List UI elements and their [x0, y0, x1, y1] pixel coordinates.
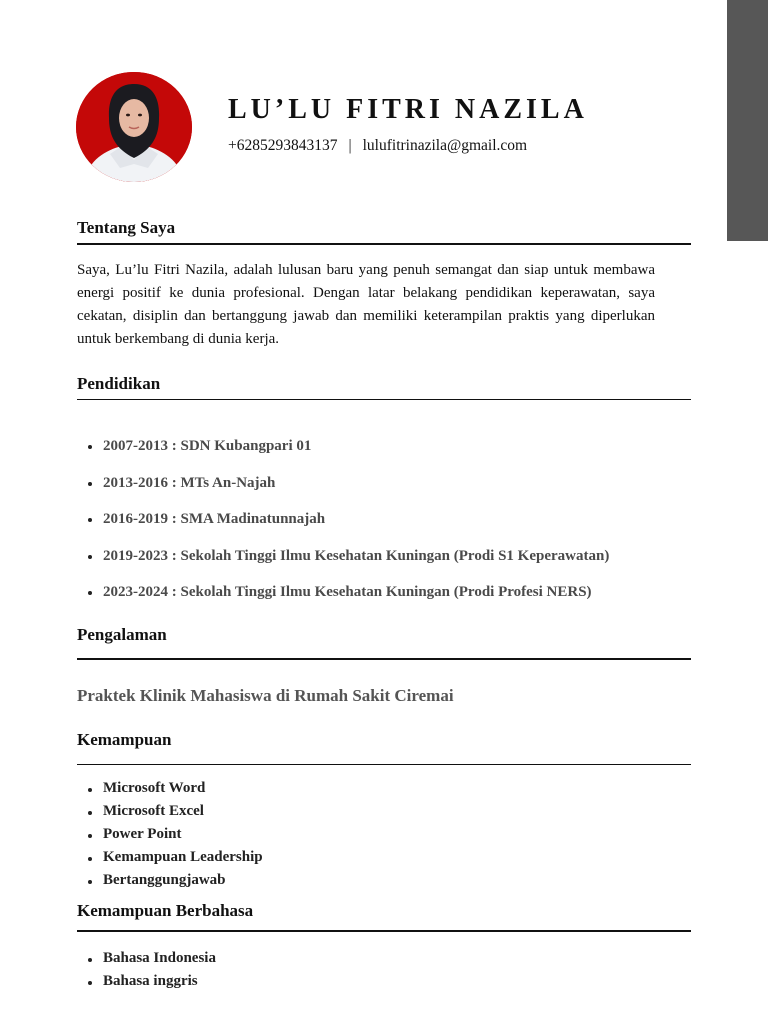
skill-item [77, 800, 263, 823]
bullet [88, 445, 92, 449]
education-item-text: 2007-2013 : SDN Kubangpari 01 [103, 438, 312, 454]
about-divider [77, 243, 691, 245]
skills-title: Kemampuan [77, 730, 172, 749]
education-item [77, 473, 609, 510]
skill-item-text: Microsoft Excel [103, 803, 204, 819]
education-item-text: 2016-2019 : SMA Madinatunnajah [103, 511, 326, 528]
email-address: lulufitrinazila@gmail.com [362, 137, 528, 154]
skill-item-text: Kemampuan Leadership [103, 849, 263, 865]
skill-item [77, 869, 263, 892]
skill-item [77, 846, 263, 869]
skill-item-text: Microsoft Word [103, 780, 206, 796]
languages-divider [77, 930, 691, 932]
skill-item-text: Power Point [103, 826, 182, 842]
education-item [77, 546, 609, 583]
full-name: LU’LU FITRI NAZILA [228, 94, 588, 125]
language-item-text: Bahasa Indonesia [103, 950, 216, 966]
bullet [88, 811, 92, 815]
about-title: Tentang Saya [77, 218, 176, 237]
skills-list [77, 777, 263, 892]
contact-separator: | [348, 137, 352, 154]
bullet [88, 880, 92, 884]
bullet [88, 958, 92, 962]
education-item [77, 436, 609, 473]
education-item-text: 2019-2023 : Sekolah Tinggi Ilmu Kesehatan Kuningan (Prodi S1 Keperawatan) [103, 547, 610, 564]
experience-divider [77, 658, 691, 660]
education-item-text: 2013-2016 : MTs An-Najah [103, 474, 276, 491]
bullet [88, 555, 92, 559]
education-item [77, 582, 609, 619]
experience-title: Pengalaman [77, 625, 167, 644]
education-item-text: 2023-2024 : Sekolah Tinggi Ilmu Kesehatan Kuningan (Prodi Profesi NERS) [103, 584, 592, 601]
bullet [88, 857, 92, 861]
languages-title: Kemampuan Berbahasa [77, 901, 254, 920]
side-bar-decoration [727, 0, 768, 241]
bullet [88, 788, 92, 792]
profile-photo [76, 72, 192, 182]
education-title: Pendidikan [77, 374, 161, 393]
bullet [88, 482, 92, 486]
skill-item [77, 777, 263, 800]
contact-line [228, 136, 527, 156]
bullet [88, 834, 92, 838]
bullet [88, 591, 92, 595]
bullet [88, 981, 92, 985]
skill-item [77, 823, 263, 846]
language-item-text: Bahasa inggris [103, 973, 198, 989]
skill-item-text: Bertanggungjawab [103, 872, 226, 888]
education-divider [77, 399, 691, 400]
education-list [77, 436, 609, 619]
about-text: Saya, Lu’lu Fitri Nazila, adalah lulusan baru yang penuh semangat dan siap untuk membawa energi positif ke dunia profesional. Dengan latar belakang pendidikan keperawatan, saya cekatan, disiplin dan bertanggung jawab dan memiliki keterampilan praktis yang diperlukan untuk berkembang di dunia kerja. [77, 262, 655, 347]
skills-divider [77, 764, 691, 765]
bullet [88, 518, 92, 522]
experience-item: Praktek Klinik Mahasiswa di Rumah Sakit Ciremai [77, 686, 454, 705]
languages-list [77, 947, 216, 993]
education-item [77, 509, 609, 546]
language-item [77, 947, 216, 970]
language-item [77, 970, 216, 993]
phone-number: +6285293843137 [228, 137, 338, 154]
